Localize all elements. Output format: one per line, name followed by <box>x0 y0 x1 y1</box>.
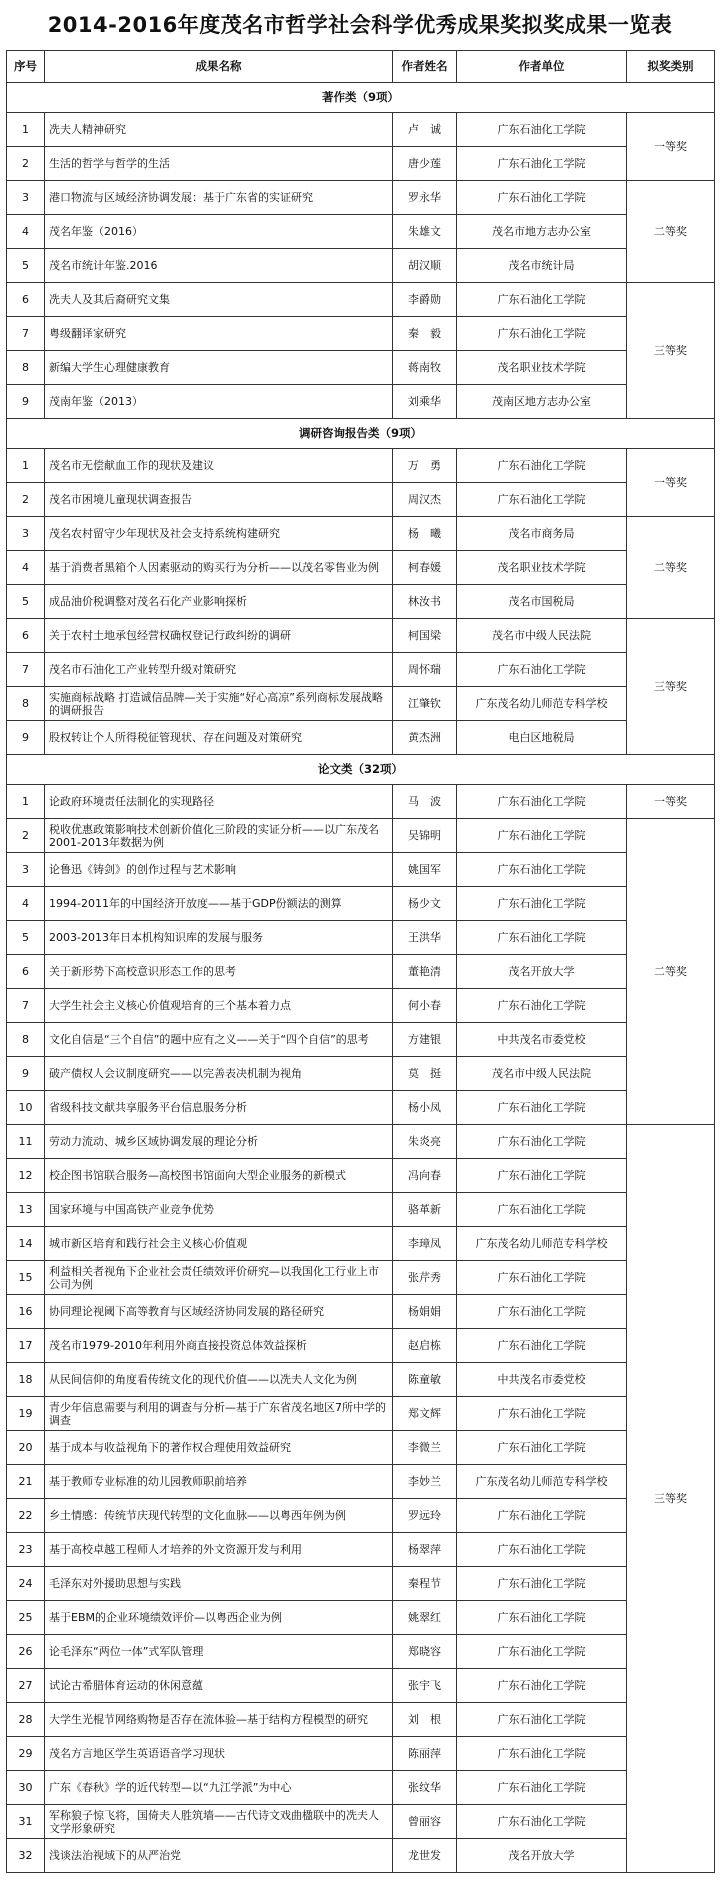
row-number: 4 <box>7 887 45 921</box>
row-number: 1 <box>7 113 45 147</box>
table-row <box>7 1125 715 1159</box>
table-row <box>7 1193 715 1227</box>
row-title: 茂名市无偿献血工作的现状及建议 <box>45 449 393 483</box>
row-number: 3 <box>7 853 45 887</box>
table-row <box>7 385 715 419</box>
row-number: 5 <box>7 249 45 283</box>
section-title: 著作类（9项） <box>7 83 715 113</box>
row-title: 冼夫人精神研究 <box>45 113 393 147</box>
row-unit: 中共茂名市委党校 <box>457 1363 627 1397</box>
table-row <box>7 181 715 215</box>
row-author: 曾丽容 <box>393 1805 457 1839</box>
row-author: 陈童敏 <box>393 1363 457 1397</box>
row-number: 21 <box>7 1465 45 1499</box>
table-row <box>7 989 715 1023</box>
row-title: 关于新形势下高校意识形态工作的思考 <box>45 955 393 989</box>
row-unit: 茂名职业技术学院 <box>457 551 627 585</box>
row-number: 30 <box>7 1771 45 1805</box>
row-unit: 广东石油化工学院 <box>457 1499 627 1533</box>
row-unit: 广东茂名幼儿师范专科学校 <box>457 687 627 721</box>
row-title: 省级科技文献共享服务平台信息服务分析 <box>45 1091 393 1125</box>
section-title: 论文类（32项） <box>7 755 715 785</box>
table-row <box>7 551 715 585</box>
row-author: 朱炎亮 <box>393 1125 457 1159</box>
row-author: 方建银 <box>393 1023 457 1057</box>
row-number: 6 <box>7 619 45 653</box>
table-row <box>7 1295 715 1329</box>
row-author: 董艳清 <box>393 955 457 989</box>
table-row <box>7 1159 715 1193</box>
row-title: 大学生社会主义核心价值观培育的三个基本着力点 <box>45 989 393 1023</box>
section-header-row <box>7 419 715 449</box>
row-unit: 广东石油化工学院 <box>457 113 627 147</box>
table-row <box>7 619 715 653</box>
row-title: 从民间信仰的角度看传统文化的现代价值——以冼夫人文化为例 <box>45 1363 393 1397</box>
row-title: 毛泽东对外援助思想与实践 <box>45 1567 393 1601</box>
table-row <box>7 887 715 921</box>
row-unit: 茂名市商务局 <box>457 517 627 551</box>
row-author: 杨少文 <box>393 887 457 921</box>
table-row <box>7 1703 715 1737</box>
row-author: 骆革新 <box>393 1193 457 1227</box>
row-author: 刘乘华 <box>393 385 457 419</box>
award-category: 一等奖 <box>627 785 715 819</box>
row-number: 2 <box>7 819 45 853</box>
row-number: 13 <box>7 1193 45 1227</box>
row-unit: 广东石油化工学院 <box>457 1533 627 1567</box>
row-number: 27 <box>7 1669 45 1703</box>
table-row <box>7 283 715 317</box>
row-unit: 广东石油化工学院 <box>457 1261 627 1295</box>
row-unit: 广东石油化工学院 <box>457 1329 627 1363</box>
row-number: 6 <box>7 283 45 317</box>
row-unit: 茂名市中级人民法院 <box>457 1057 627 1091</box>
row-unit: 广东石油化工学院 <box>457 1397 627 1431</box>
row-title: 基于消费者黑箱个人因素驱动的购买行为分析——以茂名零售业为例 <box>45 551 393 585</box>
row-number: 4 <box>7 215 45 249</box>
row-title: 关于农村土地承包经营权确权登记行政纠纷的调研 <box>45 619 393 653</box>
row-number: 8 <box>7 687 45 721</box>
row-number: 16 <box>7 1295 45 1329</box>
award-category: 三等奖 <box>627 619 715 755</box>
row-unit: 广东石油化工学院 <box>457 1737 627 1771</box>
row-author: 秦程节 <box>393 1567 457 1601</box>
header-unit: 作者单位 <box>457 51 627 83</box>
row-unit: 茂南区地方志办公室 <box>457 385 627 419</box>
row-title: 大学生光棍节网络购物是否存在流体验—基于结构方程模型的研究 <box>45 1703 393 1737</box>
table-row <box>7 1261 715 1295</box>
table-row <box>7 1227 715 1261</box>
row-number: 26 <box>7 1635 45 1669</box>
row-title: 茂名市困境儿童现状调查报告 <box>45 483 393 517</box>
row-author: 杨 曦 <box>393 517 457 551</box>
table-row <box>7 1465 715 1499</box>
table-row <box>7 785 715 819</box>
header-number: 序号 <box>7 51 45 83</box>
row-title: 破产债权人会议制度研究——以完善表决机制为视角 <box>45 1057 393 1091</box>
row-number: 14 <box>7 1227 45 1261</box>
row-title: 冼夫人及其后裔研究文集 <box>45 283 393 317</box>
table-row <box>7 249 715 283</box>
row-number: 10 <box>7 1091 45 1125</box>
row-title: 基于成本与收益视角下的著作权合理使用效益研究 <box>45 1431 393 1465</box>
row-unit: 广东石油化工学院 <box>457 1431 627 1465</box>
row-number: 9 <box>7 721 45 755</box>
row-unit: 广东石油化工学院 <box>457 1091 627 1125</box>
table-row <box>7 955 715 989</box>
row-number: 7 <box>7 653 45 687</box>
row-number: 1 <box>7 785 45 819</box>
row-number: 9 <box>7 1057 45 1091</box>
award-category: 一等奖 <box>627 113 715 181</box>
award-category: 二等奖 <box>627 181 715 283</box>
row-title: 生活的哲学与哲学的生活 <box>45 147 393 181</box>
row-author: 冯向春 <box>393 1159 457 1193</box>
row-number: 3 <box>7 517 45 551</box>
row-title: 城市新区培育和践行社会主义核心价值观 <box>45 1227 393 1261</box>
row-author: 杨小凤 <box>393 1091 457 1125</box>
header-award: 拟奖类别 <box>627 51 715 83</box>
row-title: 成品油价税调整对茂名石化产业影响探析 <box>45 585 393 619</box>
row-number: 8 <box>7 1023 45 1057</box>
row-unit: 茂名职业技术学院 <box>457 351 627 385</box>
row-author: 李妙兰 <box>393 1465 457 1499</box>
table-row <box>7 1839 715 1873</box>
row-author: 李微兰 <box>393 1431 457 1465</box>
row-title: 茂名方言地区学生英语语音学习现状 <box>45 1737 393 1771</box>
row-title: 论政府环境责任法制化的实现路径 <box>45 785 393 819</box>
table-row <box>7 1567 715 1601</box>
table-row <box>7 1023 715 1057</box>
award-category: 二等奖 <box>627 517 715 619</box>
row-author: 杨翠萍 <box>393 1533 457 1567</box>
award-category: 三等奖 <box>627 283 715 419</box>
row-unit: 中共茂名市委党校 <box>457 1023 627 1057</box>
row-author: 李爵勋 <box>393 283 457 317</box>
row-number: 32 <box>7 1839 45 1873</box>
row-title: 茂名年鉴（2016） <box>45 215 393 249</box>
row-number: 2 <box>7 147 45 181</box>
row-title: 税收优惠政策影响技术创新价值化三阶段的实证分析——以广东茂名2001-2013年数据为例 <box>45 819 393 853</box>
row-author: 蒋南牧 <box>393 351 457 385</box>
row-author: 周怀瑞 <box>393 653 457 687</box>
row-author: 陈丽萍 <box>393 1737 457 1771</box>
row-author: 江肇钦 <box>393 687 457 721</box>
row-author: 林汝书 <box>393 585 457 619</box>
row-author: 朱雄文 <box>393 215 457 249</box>
table-row <box>7 653 715 687</box>
row-title: 2003-2013年日本机构知识库的发展与服务 <box>45 921 393 955</box>
row-author: 刘 根 <box>393 1703 457 1737</box>
row-author: 柯国梁 <box>393 619 457 653</box>
row-unit: 广东石油化工学院 <box>457 989 627 1023</box>
row-unit: 广东石油化工学院 <box>457 853 627 887</box>
row-author: 张纹华 <box>393 1771 457 1805</box>
table-row <box>7 921 715 955</box>
row-title: 军称狼子惊飞将，国倚夫人胜筑墙——古代诗文戏曲楹联中的冼夫人文学形象研究 <box>45 1805 393 1839</box>
row-number: 23 <box>7 1533 45 1567</box>
row-title: 试论古希腊体育运动的休闲意蕴 <box>45 1669 393 1703</box>
table-row <box>7 819 715 853</box>
table-row <box>7 351 715 385</box>
row-title: 茂名市1979-2010年利用外商直接投资总体效益探析 <box>45 1329 393 1363</box>
row-author: 郑文辉 <box>393 1397 457 1431</box>
row-unit: 茂名开放大学 <box>457 955 627 989</box>
row-title: 茂南年鉴（2013） <box>45 385 393 419</box>
row-unit: 广东石油化工学院 <box>457 921 627 955</box>
row-number: 7 <box>7 989 45 1023</box>
row-unit: 广东石油化工学院 <box>457 147 627 181</box>
row-unit: 广东茂名幼儿师范专科学校 <box>457 1227 627 1261</box>
row-unit: 广东石油化工学院 <box>457 1703 627 1737</box>
row-title: 基于EBM的企业环境绩效评价—以粤西企业为例 <box>45 1601 393 1635</box>
row-unit: 广东石油化工学院 <box>457 283 627 317</box>
table-row <box>7 147 715 181</box>
row-title: 校企图书馆联合服务—高校图书馆面向大型企业服务的新模式 <box>45 1159 393 1193</box>
row-author: 罗永华 <box>393 181 457 215</box>
table-header-row <box>7 51 715 83</box>
row-author: 郑晓容 <box>393 1635 457 1669</box>
row-title: 国家环境与中国高铁产业竞争优势 <box>45 1193 393 1227</box>
header-title: 成果名称 <box>45 51 393 83</box>
row-title: 基于高校卓越工程师人才培养的外文资源开发与利用 <box>45 1533 393 1567</box>
section-title: 调研咨询报告类（9项） <box>7 419 715 449</box>
award-category: 三等奖 <box>627 1125 715 1873</box>
row-unit: 茂名市国税局 <box>457 585 627 619</box>
row-number: 17 <box>7 1329 45 1363</box>
row-number: 12 <box>7 1159 45 1193</box>
row-unit: 广东石油化工学院 <box>457 653 627 687</box>
row-author: 胡汉顺 <box>393 249 457 283</box>
row-author: 王洪华 <box>393 921 457 955</box>
page-title: 2014-2016年度茂名市哲学社会科学优秀成果奖拟奖成果一览表 <box>47 13 673 37</box>
row-unit: 广东石油化工学院 <box>457 1805 627 1839</box>
row-author: 莫 挺 <box>393 1057 457 1091</box>
table-row <box>7 1057 715 1091</box>
row-number: 4 <box>7 551 45 585</box>
table-row <box>7 1635 715 1669</box>
row-unit: 电白区地税局 <box>457 721 627 755</box>
row-number: 24 <box>7 1567 45 1601</box>
table-row <box>7 1363 715 1397</box>
row-title: 论鲁迅《铸剑》的创作过程与艺术影响 <box>45 853 393 887</box>
row-author: 李璋凤 <box>393 1227 457 1261</box>
row-author: 柯春媛 <box>393 551 457 585</box>
table-row <box>7 1499 715 1533</box>
row-title: 茂名市统计年鉴.2016 <box>45 249 393 283</box>
table-row <box>7 853 715 887</box>
row-unit: 广东石油化工学院 <box>457 1669 627 1703</box>
row-number: 19 <box>7 1397 45 1431</box>
row-title: 港口物流与区域经济协调发展：基于广东省的实证研究 <box>45 181 393 215</box>
row-unit: 广东石油化工学院 <box>457 1193 627 1227</box>
row-unit: 广东石油化工学院 <box>457 1295 627 1329</box>
table-row <box>7 1533 715 1567</box>
row-title: 粤级翻译家研究 <box>45 317 393 351</box>
row-author: 张宇飞 <box>393 1669 457 1703</box>
row-author: 万 勇 <box>393 449 457 483</box>
row-unit: 茂名开放大学 <box>457 1839 627 1873</box>
row-number: 22 <box>7 1499 45 1533</box>
table-row <box>7 1805 715 1839</box>
table-row <box>7 1737 715 1771</box>
row-unit: 广东石油化工学院 <box>457 887 627 921</box>
table-row <box>7 1397 715 1431</box>
table-row <box>7 317 715 351</box>
row-number: 2 <box>7 483 45 517</box>
table-row <box>7 687 715 721</box>
table-row <box>7 113 715 147</box>
row-number: 6 <box>7 955 45 989</box>
row-unit: 广东石油化工学院 <box>457 1567 627 1601</box>
row-unit: 广东茂名幼儿师范专科学校 <box>457 1465 627 1499</box>
table-row <box>7 1091 715 1125</box>
row-title: 文化自信是“三个自信”的题中应有之义——关于“四个自信”的思考 <box>45 1023 393 1057</box>
row-unit: 茂名市中级人民法院 <box>457 619 627 653</box>
row-title: 茂名市石油化工产业转型升级对策研究 <box>45 653 393 687</box>
row-title: 青少年信息需要与利用的调查与分析—基于广东省茂名地区7所中学的调查 <box>45 1397 393 1431</box>
row-unit: 广东石油化工学院 <box>457 483 627 517</box>
row-author: 姚国军 <box>393 853 457 887</box>
row-number: 28 <box>7 1703 45 1737</box>
table-row <box>7 517 715 551</box>
row-author: 龙世发 <box>393 1839 457 1873</box>
row-number: 18 <box>7 1363 45 1397</box>
row-unit: 广东石油化工学院 <box>457 1159 627 1193</box>
row-author: 卢 诚 <box>393 113 457 147</box>
row-title: 新编大学生心理健康教育 <box>45 351 393 385</box>
row-unit: 广东石油化工学院 <box>457 785 627 819</box>
table-row <box>7 721 715 755</box>
row-number: 8 <box>7 351 45 385</box>
row-title: 基于教师专业标准的幼儿园教师职前培养 <box>45 1465 393 1499</box>
row-unit: 茂名市地方志办公室 <box>457 215 627 249</box>
row-author: 杨娟娟 <box>393 1295 457 1329</box>
row-unit: 广东石油化工学院 <box>457 449 627 483</box>
awards-table <box>6 50 715 1873</box>
row-author: 马 波 <box>393 785 457 819</box>
row-author: 周汉杰 <box>393 483 457 517</box>
row-unit: 广东石油化工学院 <box>457 181 627 215</box>
row-title: 协同理论视阈下高等教育与区域经济协同发展的路径研究 <box>45 1295 393 1329</box>
row-unit: 广东石油化工学院 <box>457 1601 627 1635</box>
row-author: 张芹秀 <box>393 1261 457 1295</box>
row-title: 利益相关者视角下企业社会责任绩效评价研究—以我国化工行业上市公司为例 <box>45 1261 393 1295</box>
row-unit: 广东石油化工学院 <box>457 317 627 351</box>
table-row <box>7 1771 715 1805</box>
row-author: 赵启栋 <box>393 1329 457 1363</box>
row-title: 股权转让个人所得税征管现状、存在问题及对策研究 <box>45 721 393 755</box>
row-author: 何小春 <box>393 989 457 1023</box>
table-row <box>7 1601 715 1635</box>
row-author: 罗远玲 <box>393 1499 457 1533</box>
row-title: 茂名农村留守少年现状及社会支持系统构建研究 <box>45 517 393 551</box>
row-unit: 广东石油化工学院 <box>457 819 627 853</box>
row-title: 实施商标战略 打造诚信品牌—关于实施“好心高凉”系列商标发展战略的调研报告 <box>45 687 393 721</box>
row-title: 劳动力流动、城乡区域协调发展的理论分析 <box>45 1125 393 1159</box>
table-row <box>7 1669 715 1703</box>
row-unit: 广东石油化工学院 <box>457 1771 627 1805</box>
row-number: 3 <box>7 181 45 215</box>
row-number: 25 <box>7 1601 45 1635</box>
row-number: 5 <box>7 585 45 619</box>
row-title: 论毛泽东“两位一体”式军队管理 <box>45 1635 393 1669</box>
table-row <box>7 215 715 249</box>
row-number: 31 <box>7 1805 45 1839</box>
row-title: 乡土情感：传统节庆现代转型的文化血脉——以粤西年例为例 <box>45 1499 393 1533</box>
row-number: 7 <box>7 317 45 351</box>
row-title: 广东《春秋》学的近代转型—以“九江学派”为中心 <box>45 1771 393 1805</box>
award-category: 二等奖 <box>627 819 715 1125</box>
row-number: 20 <box>7 1431 45 1465</box>
row-number: 15 <box>7 1261 45 1295</box>
header-author: 作者姓名 <box>393 51 457 83</box>
row-title: 浅谈法治视域下的从严治党 <box>45 1839 393 1873</box>
table-row <box>7 1329 715 1363</box>
section-header-row <box>7 83 715 113</box>
row-number: 9 <box>7 385 45 419</box>
row-author: 秦 毅 <box>393 317 457 351</box>
row-author: 黄杰洲 <box>393 721 457 755</box>
row-number: 1 <box>7 449 45 483</box>
row-number: 5 <box>7 921 45 955</box>
table-row <box>7 1431 715 1465</box>
table-row <box>7 483 715 517</box>
row-author: 唐少莲 <box>393 147 457 181</box>
table-row <box>7 585 715 619</box>
award-category: 一等奖 <box>627 449 715 517</box>
row-number: 11 <box>7 1125 45 1159</box>
table-row <box>7 449 715 483</box>
section-header-row <box>7 755 715 785</box>
row-unit: 茂名市统计局 <box>457 249 627 283</box>
row-title: 1994-2011年的中国经济开放度——基于GDP份额法的测算 <box>45 887 393 921</box>
row-author: 姚翠红 <box>393 1601 457 1635</box>
row-unit: 广东石油化工学院 <box>457 1125 627 1159</box>
row-unit: 广东石油化工学院 <box>457 1635 627 1669</box>
row-author: 吴锦明 <box>393 819 457 853</box>
row-number: 29 <box>7 1737 45 1771</box>
